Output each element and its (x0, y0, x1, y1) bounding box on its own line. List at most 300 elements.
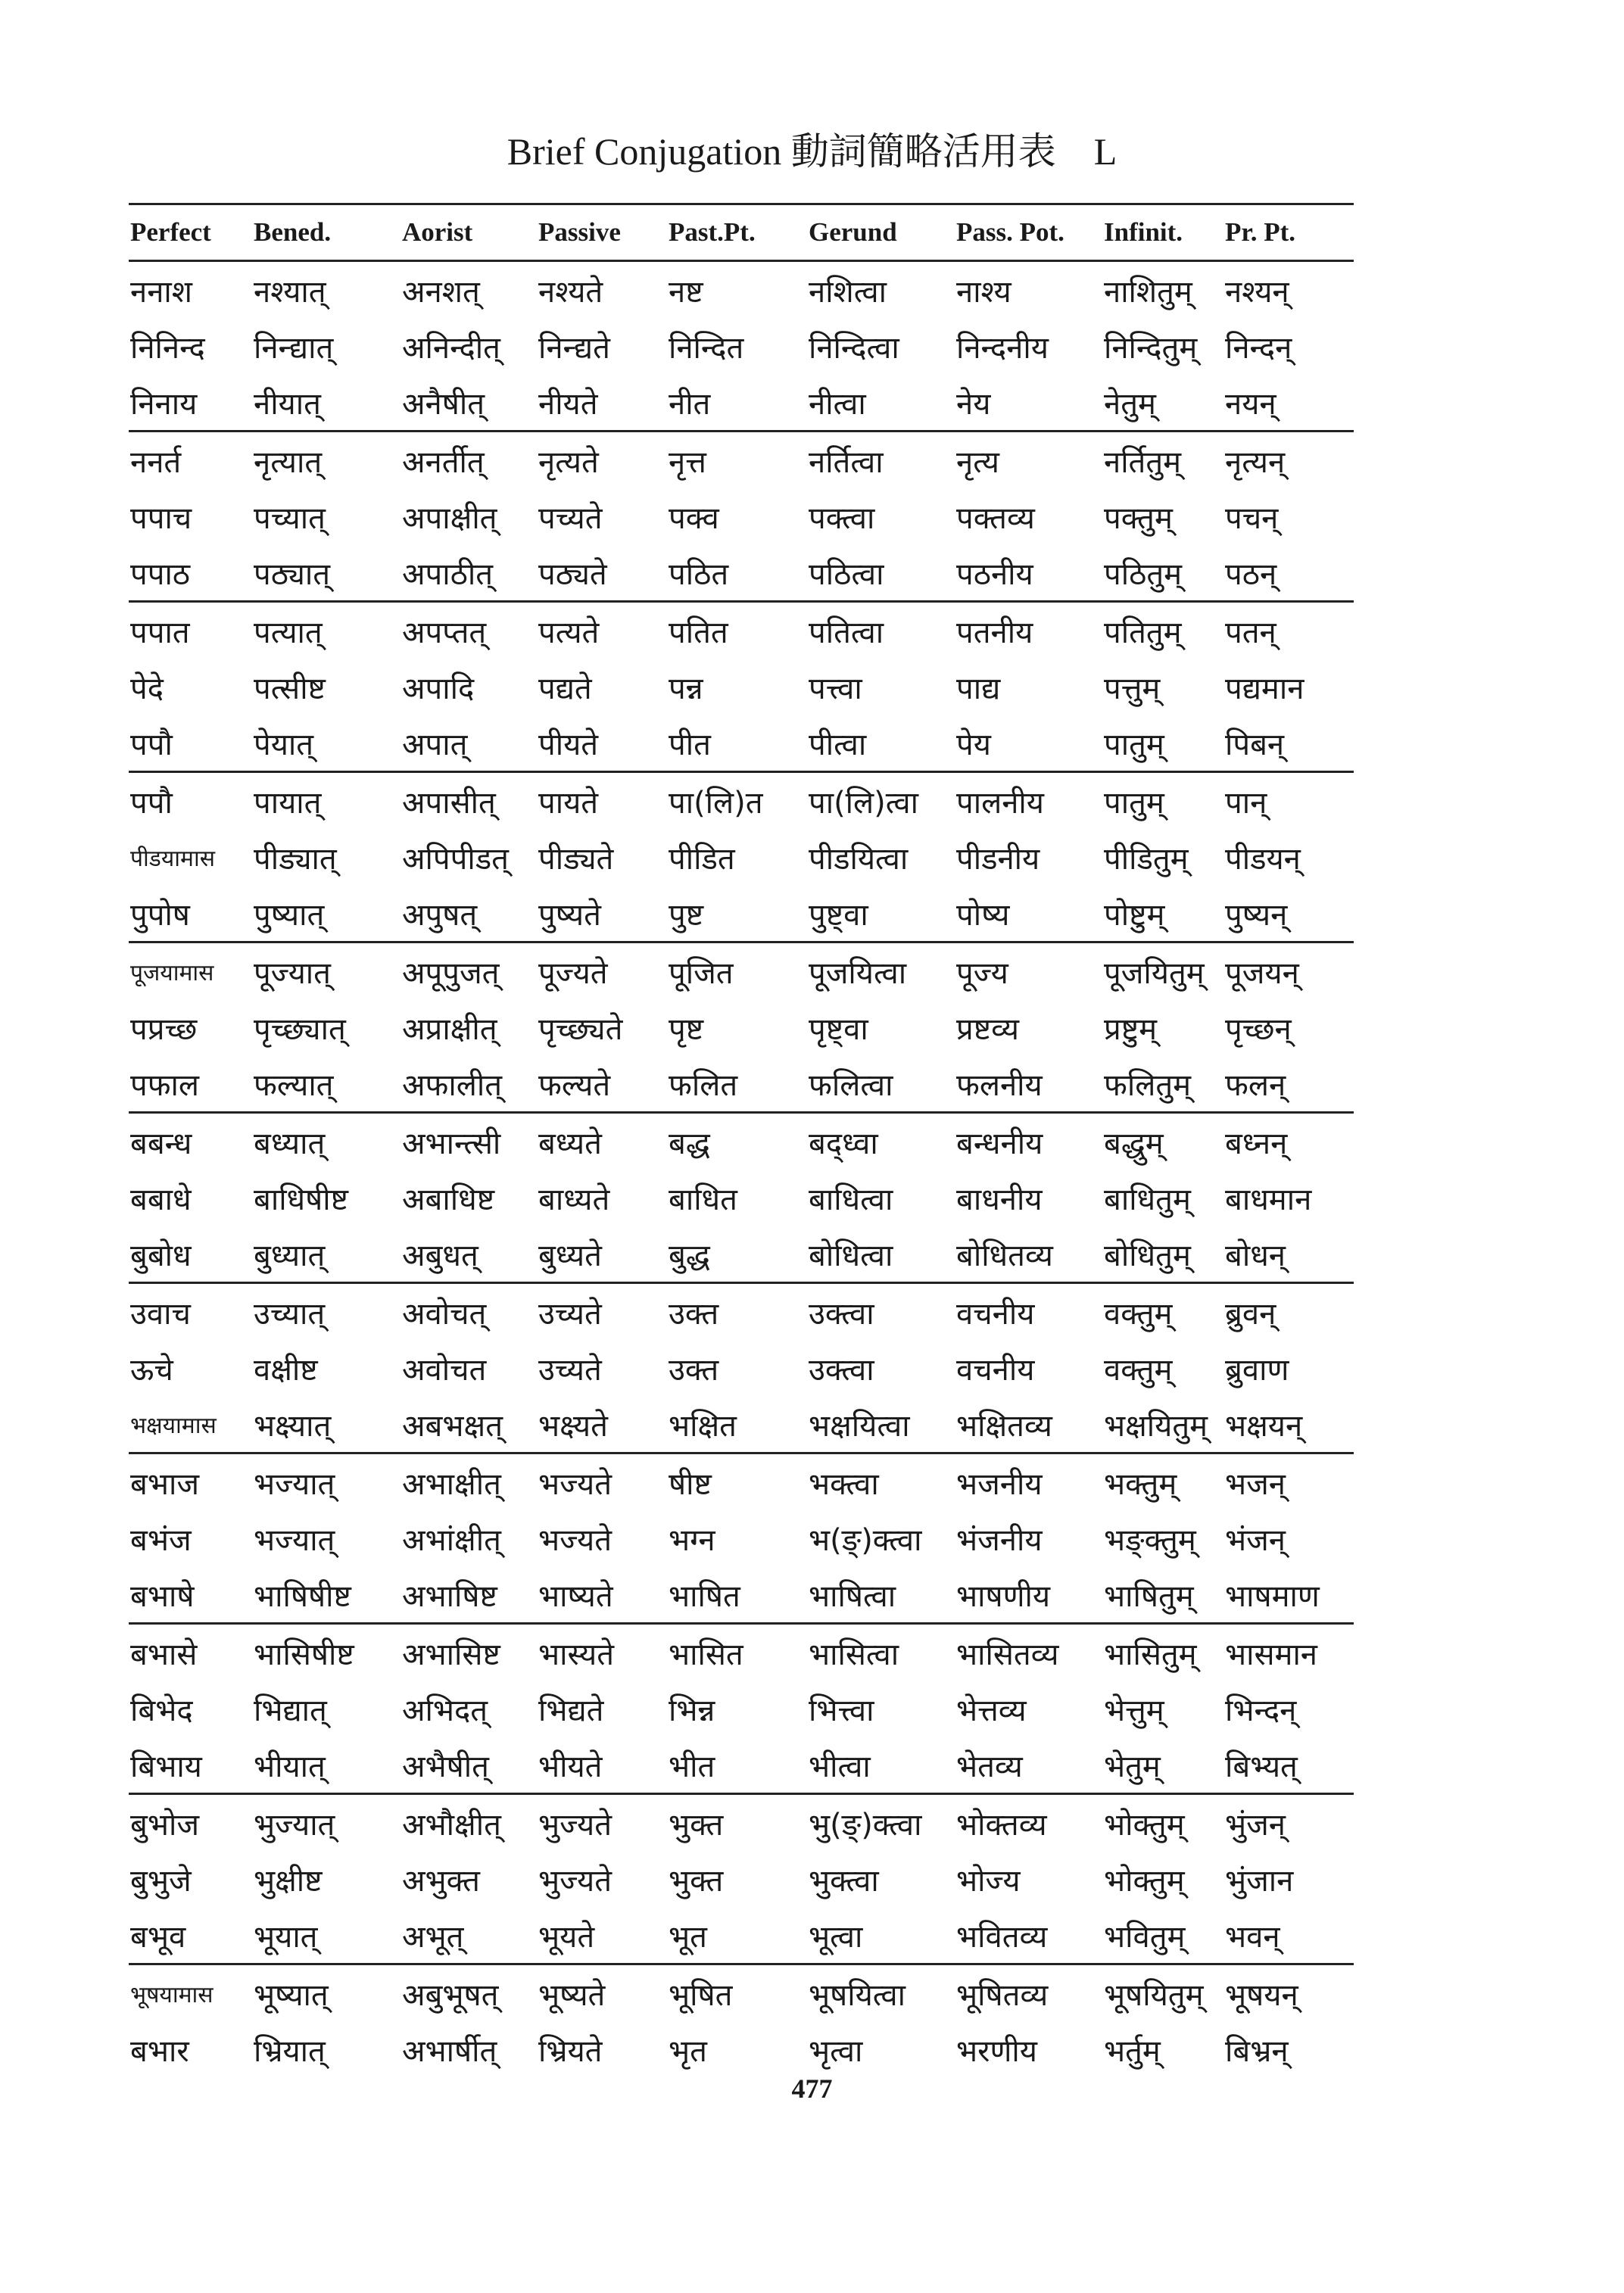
table-cell: उक्त्वा (809, 1296, 874, 1332)
table-cell: भेतुम् (1102, 1737, 1223, 1794)
table-cell: भज्यात् (254, 1522, 335, 1558)
table-cell: भृत (669, 2033, 707, 2069)
table-cell: भजनीय (956, 1466, 1043, 1502)
table-cell: अभैषीत् (401, 1737, 537, 1794)
table-cell: भरणीय (956, 2033, 1037, 2069)
table-row (129, 1226, 1354, 1283)
column-header: Past.Pt. (667, 204, 807, 261)
table-cell: बध्यात् (254, 1126, 326, 1161)
column-header: Gerund (807, 204, 955, 261)
table-row (129, 772, 1354, 830)
table-cell: पन्न (669, 671, 703, 706)
column-header: Perfect (129, 204, 252, 261)
table-cell: भोक्तव्य (956, 1807, 1047, 1843)
table-row (129, 1340, 1354, 1396)
table-cell: पृष्ट (669, 1011, 704, 1047)
table-cell: भक्षयन् (1223, 1396, 1354, 1453)
table-cell: अनैषीत् (401, 374, 537, 431)
table-cell: भाषिषीष्ट (252, 1566, 401, 1624)
table-cell: पीडित (669, 841, 735, 877)
table-cell: अवोचत् (402, 1296, 487, 1332)
table-cell: बाधमान (1225, 1182, 1312, 1217)
table-cell: पठित (667, 544, 807, 602)
table-cell: भक्षयामास (129, 1396, 252, 1453)
table-cell: भीत (667, 1737, 807, 1794)
table-cell: भंजनीय (956, 1522, 1043, 1558)
table-cell: अफालीत् (401, 1055, 537, 1113)
table-cell: भक्षयित्वा (807, 1396, 955, 1453)
table-cell: पीड्यात् (254, 841, 337, 877)
table-cell: बाधित्वा (809, 1182, 893, 1217)
table-cell: पूज्य (956, 955, 1008, 991)
table-cell: फलित्वा (807, 1055, 955, 1113)
table-cell: बुबोध (129, 1226, 252, 1283)
table-cell: पक्व (669, 500, 719, 536)
column-header: Passive (537, 204, 667, 261)
table-cell: निनाय (129, 374, 252, 431)
table-cell: भूत (667, 1907, 807, 1964)
table-cell: निन्दितुम् (1104, 330, 1198, 366)
page-number: 477 (791, 2073, 833, 2104)
conjugation-table (129, 203, 1354, 2077)
table-cell: पीडयित्वा (809, 841, 909, 877)
table-cell: पीत (667, 715, 807, 772)
table-cell: भासितुम् (1104, 1637, 1197, 1672)
table-cell: पपौ (129, 715, 252, 772)
table-cell: पचन् (1225, 500, 1279, 536)
table-cell: पेयात् (252, 715, 401, 772)
table-cell: पृच्छ्यात् (254, 1011, 346, 1047)
table-cell: अबभक्षत् (401, 1396, 537, 1453)
table-cell: अनिन्दीत् (402, 330, 500, 366)
table-cell: नर्तितुम् (1104, 444, 1182, 480)
table-cell: पीडयन् (1225, 841, 1301, 877)
table-cell: भुक्त (669, 1863, 724, 1899)
table-cell: उच्यात् (254, 1296, 326, 1332)
table-cell: बुभोज (130, 1807, 199, 1843)
table-cell: पीयते (537, 715, 667, 772)
table-cell: भाषित (667, 1566, 807, 1624)
table-cell: पुष्यते (537, 885, 667, 942)
table-cell: अभाक्षीत् (402, 1466, 501, 1502)
table-cell: पृच्छन् (1225, 1011, 1292, 1047)
table-cell: बाधिषीष्ट (254, 1182, 348, 1217)
table-cell: अभान्त्सी (402, 1126, 501, 1161)
table-cell: नृत्त (669, 444, 706, 480)
table-cell: पालनीय (956, 785, 1044, 821)
table-cell: नाशितुम् (1104, 274, 1192, 310)
table-cell: पठ्यते (537, 544, 667, 602)
table-cell: पपाठ (129, 544, 252, 602)
table-cell: अभौक्षीत् (402, 1807, 501, 1843)
table-cell: भाषमाण (1223, 1566, 1354, 1624)
column-header: Pass. Pot. (955, 204, 1102, 261)
table-cell: वक्तुम् (1104, 1352, 1173, 1388)
table-cell: भाष्यते (537, 1566, 667, 1624)
table-cell: पेय (955, 715, 1102, 772)
table-row (129, 544, 1354, 602)
table-cell: भूषयितुम् (1104, 1977, 1204, 2013)
table-cell: फल्यात् (252, 1055, 401, 1113)
table-cell: निनिन्द (130, 330, 205, 366)
table-cell: भोक्तुम् (1104, 1863, 1185, 1899)
table-row (129, 602, 1354, 659)
table-row (129, 942, 1354, 1000)
table-cell: पूज्यात् (254, 955, 331, 991)
table-cell: निन्दनीय (956, 330, 1049, 366)
table-cell: पपाच (130, 500, 192, 536)
table-cell: पूजित (669, 955, 734, 991)
table-cell: पतन् (1225, 615, 1276, 650)
table-cell: भिद्यात् (254, 1693, 327, 1728)
table-cell: पोष्टुम् (1102, 885, 1223, 942)
table-cell: भूषित (669, 1977, 733, 2013)
table-cell: भूषयन् (1225, 1977, 1298, 2013)
table-cell: पतितुम् (1104, 615, 1182, 650)
table-row (129, 1851, 1354, 1907)
table-cell: पत्यते (538, 615, 600, 650)
table-cell: भिन्दन् (1225, 1693, 1297, 1728)
table-cell: पायते (538, 785, 599, 821)
table-cell: नृत्यन् (1225, 444, 1286, 480)
column-header: Infinit. (1102, 204, 1223, 261)
table-row (129, 715, 1354, 772)
table-cell: पक्तुम् (1104, 500, 1173, 536)
table-cell: भुंजान (1225, 1863, 1294, 1899)
table-cell: अपूपुजत् (402, 955, 500, 991)
table-cell: बद्धुम् (1104, 1126, 1164, 1161)
table-cell: पीडितुम् (1104, 841, 1189, 877)
table-cell: पातुम् (1104, 785, 1164, 821)
table-cell: अपात् (401, 715, 537, 772)
table-cell: अप्राक्षीत् (402, 1011, 497, 1047)
table-row (129, 1510, 1354, 1566)
table-cell: निन्दन् (1225, 330, 1292, 366)
table-row (129, 1055, 1354, 1113)
table-cell: भक्ष्यात् (252, 1396, 401, 1453)
table-cell: भूषयामास (130, 1981, 214, 2008)
conjugation-table-container (129, 203, 1354, 2077)
table-cell: फल्यते (537, 1055, 667, 1113)
table-cell: भास्यते (538, 1637, 615, 1672)
table-row (129, 1396, 1354, 1453)
table-cell: भुज्यात् (254, 1807, 335, 1843)
table-cell: नृत्य (956, 444, 999, 480)
table-row (129, 1566, 1354, 1624)
table-cell: पूजयामास (130, 959, 214, 986)
table-cell: ब्रुवन् (1225, 1296, 1276, 1332)
table-cell: भक्षयितुम् (1102, 1396, 1223, 1453)
table-cell: अबुधत् (401, 1226, 537, 1283)
table-cell: नीयात् (252, 374, 401, 431)
table-cell: पाद्य (956, 671, 1001, 706)
column-header: Aorist (401, 204, 537, 261)
table-cell: अपप्तत् (402, 615, 487, 650)
table-cell: बभासे (130, 1637, 198, 1672)
table-cell: बाधित (669, 1182, 737, 1217)
table-cell: भासितव्य (956, 1637, 1059, 1672)
table-cell: बाध्यते (538, 1182, 610, 1217)
table-cell: उच्यते (538, 1352, 602, 1388)
table-cell: भवितुम् (1102, 1907, 1223, 1964)
table-row (129, 1624, 1354, 1681)
table-cell: बबाधे (130, 1182, 192, 1217)
table-cell: पतित्वा (809, 615, 884, 650)
table-cell: पृच्छ्यते (538, 1011, 623, 1047)
table-cell: नीत (667, 374, 807, 431)
table-cell: भूष्यात् (254, 1977, 329, 2013)
table-cell: भुज्यते (538, 1807, 612, 1843)
table-cell: भवन् (1223, 1907, 1354, 1964)
table-cell: पच्यते (538, 500, 603, 536)
table-cell: पपात (130, 615, 190, 650)
table-cell: भूयते (537, 1907, 667, 1964)
table-cell: भित्त्वा (809, 1693, 874, 1728)
table-cell: पुष्यात् (252, 885, 401, 942)
table-cell: प्रष्टुम् (1104, 1011, 1158, 1047)
table-cell: अपासीत् (402, 785, 496, 821)
table-cell: भुक्षीष्ट (254, 1863, 323, 1899)
table-cell: भूषितव्य (956, 1977, 1049, 2013)
table-cell: पठन् (1223, 544, 1354, 602)
table-cell: पत्सीष्ट (254, 671, 326, 706)
table-cell: भजन् (1225, 1466, 1286, 1502)
table-cell: भङ्क्तुम् (1104, 1522, 1196, 1558)
table-cell: ननाश (130, 274, 192, 310)
table-cell: पठितुम् (1102, 544, 1223, 602)
table-cell: पीडयामास (130, 845, 216, 872)
table-cell: नृत्यते (538, 444, 599, 480)
table-cell: पपौ (130, 785, 173, 821)
table-cell: भाषणीय (955, 1566, 1102, 1624)
table-cell: पेदे (130, 671, 164, 706)
table-cell: नर्तित्वा (809, 444, 884, 480)
table-cell: भोक्तुम् (1104, 1807, 1185, 1843)
table-cell: पुष्ट (667, 885, 807, 942)
table-cell: ब्रुवाण (1225, 1352, 1289, 1388)
table-cell: बध्यते (538, 1126, 602, 1161)
table-cell: पिबन् (1223, 715, 1354, 772)
table-cell: पुष्यन् (1223, 885, 1354, 942)
table-cell: भर्तुम् (1104, 2033, 1161, 2069)
table-cell: भक्त्वा (809, 1466, 879, 1502)
table-cell: उच्यते (538, 1296, 602, 1332)
table-row (129, 659, 1354, 715)
table-cell: फलित (667, 1055, 807, 1113)
table-cell: भग्न (669, 1522, 715, 1558)
table-cell: नयन् (1223, 374, 1354, 431)
table-cell: पद्यते (538, 671, 592, 706)
table-cell: बुध्यते (537, 1226, 667, 1283)
table-cell: बबन्ध (130, 1126, 192, 1161)
table-cell: बाधितुम् (1104, 1182, 1191, 1217)
table-cell: अपिपीडत् (402, 841, 509, 877)
table-cell: बध्नन् (1225, 1126, 1288, 1161)
table-cell: भिन्न (669, 1693, 715, 1728)
table-cell: उवाच (130, 1296, 191, 1332)
table-row (129, 1170, 1354, 1226)
table-cell: पफाल (129, 1055, 252, 1113)
table-cell: पीड्यते (538, 841, 614, 877)
table-cell: पृष्ट्वा (809, 1011, 868, 1047)
table-cell: पत्यात् (254, 615, 323, 650)
table-cell: भीयते (537, 1737, 667, 1794)
table-row (129, 829, 1354, 885)
table-row (129, 431, 1354, 489)
column-header: Pr. Pt. (1223, 204, 1354, 261)
table-cell: बन्धनीय (956, 1126, 1043, 1161)
table-cell: फलितुम् (1102, 1055, 1223, 1113)
table-cell: नश्यन् (1225, 274, 1289, 310)
table-cell: पत्त्वा (809, 671, 862, 706)
table-cell: भृत्वा (809, 2033, 863, 2069)
table-cell: पूजयितुम् (1104, 955, 1205, 991)
table-row (129, 885, 1354, 942)
table-cell: भेतव्य (955, 1737, 1102, 1794)
table-cell: बिभ्यत् (1223, 1737, 1354, 1794)
table-cell: ऊचे (130, 1352, 173, 1388)
table-cell: पक्तव्य (956, 500, 1035, 536)
table-cell: पठ्यात् (252, 544, 401, 602)
table-cell: पा(लि)त्वा (809, 785, 918, 821)
page-title: Brief Conjugation 動詞簡略活用表 L (507, 130, 1117, 173)
table-cell: भ्रियते (538, 2033, 603, 2069)
table-cell: पतित (669, 615, 728, 650)
table-cell: पूजयन् (1225, 955, 1299, 991)
table-cell: बिभाय (129, 1737, 252, 1794)
table-cell: उक्त (669, 1296, 719, 1332)
table-cell: निन्द्यात् (254, 330, 334, 366)
table-cell: वचनीय (956, 1352, 1035, 1388)
table-cell: नीत्वा (807, 374, 955, 431)
table-row (129, 1737, 1354, 1794)
table-cell: बाधनीय (956, 1182, 1043, 1217)
table-cell: भासमान (1225, 1637, 1317, 1672)
table-row (129, 261, 1354, 319)
table-cell: नाश्य (956, 274, 1011, 310)
table-cell: भेत्तुम् (1104, 1693, 1164, 1728)
table-cell: पायात् (254, 785, 322, 821)
table-cell: भीयात् (252, 1737, 401, 1794)
table-cell: पीडनीय (956, 841, 1040, 877)
table-cell: भुंजन् (1225, 1807, 1286, 1843)
table-cell: भुक्त (669, 1807, 724, 1843)
table-cell: नशित्वा (809, 274, 887, 310)
table-cell: भज्यात् (254, 1466, 335, 1502)
column-header: Bened. (252, 204, 401, 261)
table-cell: बभार (130, 2033, 189, 2069)
table-cell: निन्दित (669, 330, 744, 366)
table-row (129, 2021, 1354, 2077)
table-cell: उक्त (669, 1352, 719, 1388)
table-cell: पठनीय (955, 544, 1102, 602)
table-cell: नृत्यात् (254, 444, 323, 480)
table-cell: पठित्वा (807, 544, 955, 602)
table-cell: बभाषे (129, 1566, 252, 1624)
table-row (129, 1794, 1354, 1852)
table-cell: भूष्यते (538, 1977, 606, 2013)
table-row (129, 999, 1354, 1055)
table-cell: नष्ट (669, 274, 703, 310)
table-header-row (129, 204, 1354, 261)
table-cell: भवितव्य (955, 1907, 1102, 1964)
table-cell: अभुक्त (402, 1863, 480, 1899)
table-cell: भुक्त्वा (809, 1863, 879, 1899)
table-cell: भु(ङ्)क्त्वा (809, 1807, 922, 1843)
table-cell: पक्त्वा (809, 500, 875, 536)
table-cell: भूषयित्वा (809, 1977, 906, 2013)
table-cell: अभार्षीत् (402, 2033, 497, 2069)
table-cell: बुध्यात् (252, 1226, 401, 1283)
table-cell: बोधितव्य (955, 1226, 1102, 1283)
table-cell: बभाज (130, 1466, 199, 1502)
table-cell: भज्यते (538, 1522, 612, 1558)
table-cell: अपादि (402, 671, 475, 706)
table-cell: पद्यमान (1225, 671, 1304, 706)
table-cell: बद्ध (669, 1126, 710, 1161)
table-row (129, 1964, 1354, 2022)
table-cell: अबुभूषत् (402, 1977, 499, 2013)
table-cell: अभाषिष्ट (401, 1566, 537, 1624)
table-cell: पान् (1225, 785, 1267, 821)
table-cell: भक्ष्यते (537, 1396, 667, 1453)
table-row (129, 1453, 1354, 1511)
table-body (129, 261, 1354, 2078)
table-cell: फलनीय (955, 1055, 1102, 1113)
table-cell: बोधित्वा (807, 1226, 955, 1283)
table-cell: अपाक्षीत् (402, 500, 497, 536)
table-row (129, 1283, 1354, 1341)
table-row (129, 1681, 1354, 1737)
table-cell: पुपोष (129, 885, 252, 942)
table-cell: पप्रच्छ (130, 1011, 198, 1047)
table-cell: पूजयित्वा (809, 955, 907, 991)
table-cell: भूत्वा (807, 1907, 955, 1964)
table-cell: भक्षितव्य (955, 1396, 1102, 1453)
table-cell: पोष्य (955, 885, 1102, 942)
table-cell: नीयते (537, 374, 667, 431)
table-cell: भ्रियात् (254, 2033, 326, 2069)
table-cell: नश्यात् (254, 274, 326, 310)
table-cell: पतनीय (956, 615, 1033, 650)
table-cell: नेतुम् (1102, 374, 1223, 431)
table-cell: पूज्यते (538, 955, 608, 991)
table-cell: वक्तुम् (1104, 1296, 1173, 1332)
table-cell: बभूव (129, 1907, 252, 1964)
table-cell: बिभेद (130, 1693, 193, 1728)
table-row (129, 318, 1354, 374)
table-cell: अबाधिष्ट (402, 1182, 495, 1217)
table-cell: बिभ्रन् (1225, 2033, 1289, 2069)
table-cell: बुभुजे (130, 1863, 192, 1899)
table-cell: भोज्य (956, 1863, 1021, 1899)
table-cell: भाषित्वा (807, 1566, 955, 1624)
table-row (129, 1907, 1354, 1964)
table-row (129, 374, 1354, 431)
table-cell: भिद्यते (538, 1693, 604, 1728)
table-cell: वक्षीष्ट (254, 1352, 318, 1388)
table-cell: अभूत् (401, 1907, 537, 1964)
table-cell: भ(ङ्)क्त्वा (809, 1522, 922, 1558)
table-cell: प्रष्टव्य (956, 1011, 1019, 1047)
table-cell: भेत्तव्य (956, 1693, 1027, 1728)
table-cell: पत्तुम् (1104, 671, 1161, 706)
table-cell: अपुषत् (401, 885, 537, 942)
table-cell: बभंज (130, 1522, 192, 1558)
table-cell: नश्यते (538, 274, 603, 310)
table-cell: बोधन् (1223, 1226, 1354, 1283)
table-cell: बोधितुम् (1102, 1226, 1223, 1283)
